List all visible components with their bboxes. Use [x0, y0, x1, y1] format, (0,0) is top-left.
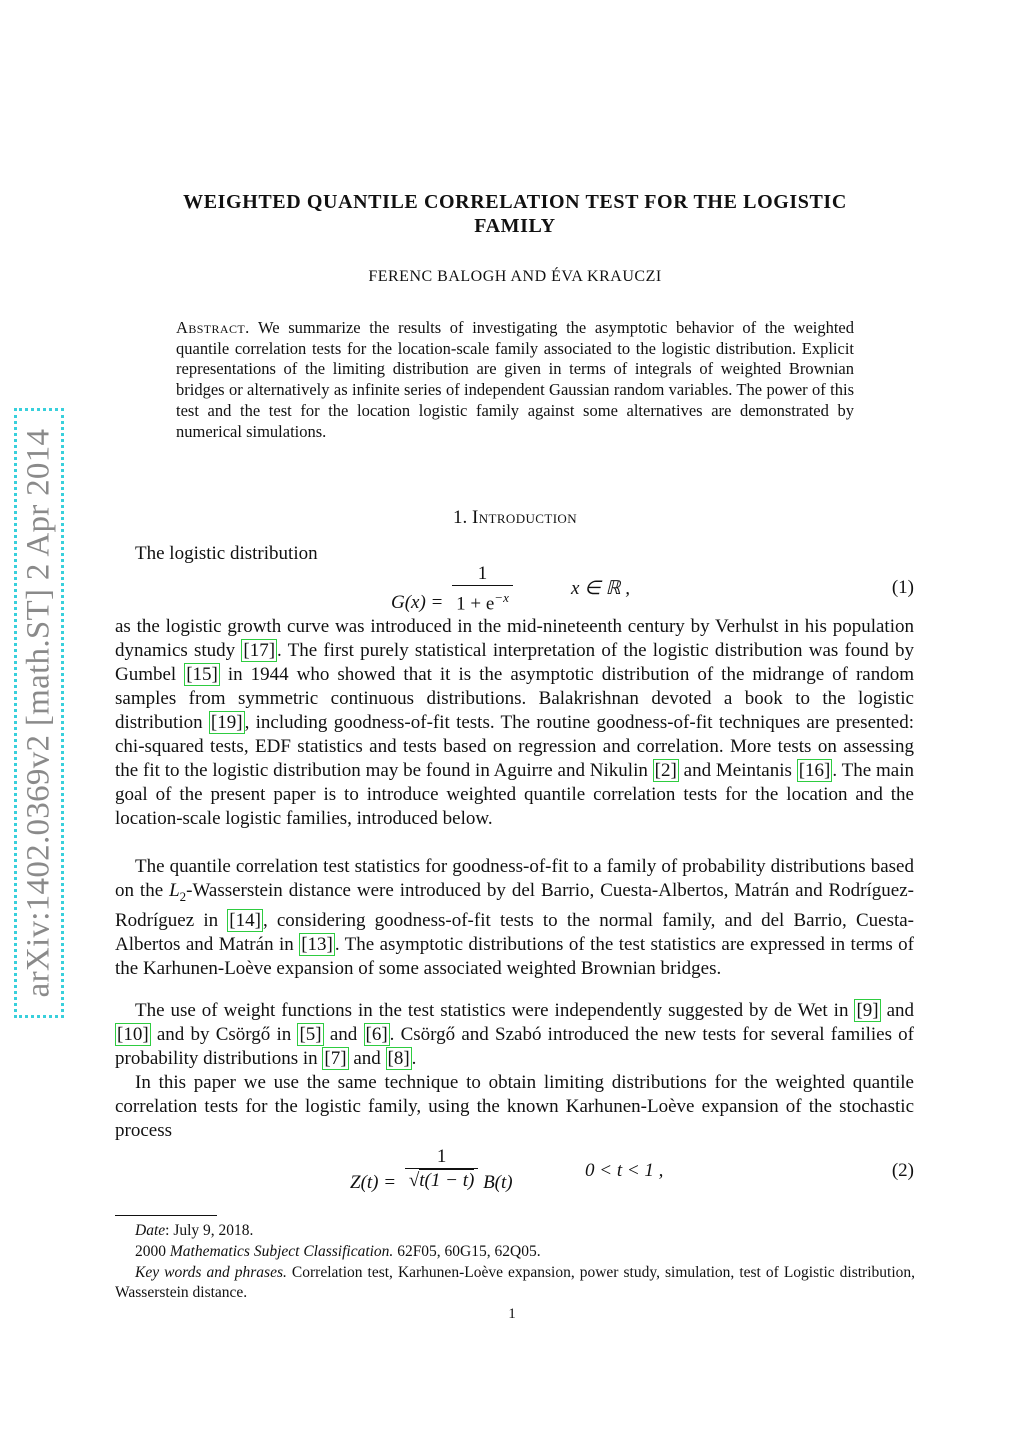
msc-value: 62F05, 60G15, 62Q05.: [393, 1243, 541, 1260]
abstract-label: Abstract.: [176, 318, 250, 337]
page-number: 1: [508, 1306, 516, 1322]
footnote-msc: [115, 1242, 915, 1262]
section-title: Introduction: [471, 507, 577, 528]
p1-text: . The main goal of the present paper is to introduce weighted quantile correlation tests for the location and the location-scale logistic families, introduced below.: [115, 760, 914, 829]
eq1-denominator: 1 + e: [456, 593, 495, 615]
sqrt-icon: √: [408, 1170, 420, 1191]
abstract: [176, 318, 854, 442]
paragraph-1: [115, 615, 914, 831]
citation-16[interactable]: [16]: [798, 760, 831, 781]
p3-text: The use of weight functions in the test statistics were independently suggested by de Wet in: [135, 1000, 855, 1021]
p3-text: and by Csörgő in: [150, 1024, 298, 1045]
footnote-rule: [115, 1215, 217, 1216]
citation-14[interactable]: [14]: [229, 909, 261, 931]
citation-8[interactable]: [8]: [387, 1048, 410, 1069]
p3-text: and: [880, 1000, 914, 1021]
citation-19[interactable]: [19]: [210, 712, 243, 733]
eq2-radicand: t(1 − t): [419, 1170, 475, 1191]
paragraph-4: In this paper we use the same technique to obtain limiting distributions for the weighted quantile correlation tests for the logistic family, using the known Karhunen-Loève expansion of the stochastic process: [115, 1072, 914, 1141]
msc-year: 2000: [135, 1243, 170, 1260]
p2-text: . The asymptotic distributions of the test statistics are expressed in terms of the Karhunen-Loève expansion of some associated weighted Brownian bridges.: [115, 933, 914, 979]
msc-label: Mathematics Subject Classification.: [169, 1243, 394, 1260]
paragraph-2: [115, 855, 914, 981]
eq1-exponent: −x: [494, 590, 509, 605]
title-line-1: WEIGHTED QUANTILE CORRELATION TEST FOR THE LOGISTIC: [183, 191, 847, 213]
keywords-label: Key words and phrases.: [135, 1264, 287, 1281]
equation-1: [115, 563, 914, 615]
eq2-fraction: [405, 1146, 478, 1193]
date-label: Date: [135, 1222, 166, 1239]
eq1-domain: x ∈ ℝ ,: [571, 578, 631, 599]
intro-lead: The logistic distribution: [135, 543, 318, 564]
p1-text: . The first purely statistical interpretation of the logistic distribution was found by Gumbel: [115, 640, 914, 685]
date-value: : July 9, 2018.: [165, 1222, 254, 1239]
citation-10[interactable]: [10]: [117, 1024, 149, 1045]
arxiv-identifier-stamp: [14, 408, 64, 1018]
p2-text: , considering goodness-of-fit tests to the normal family, and del Barrio, Cuesta-Albertos and Matrán in: [115, 909, 914, 955]
eq2-domain: 0 < t < 1 ,: [585, 1160, 664, 1181]
p3-text: and: [348, 1048, 386, 1069]
eq2-lhs: Z(t) =: [350, 1171, 397, 1193]
abstract-text: We summarize the results of investigating the asymptotic behavior of the weighted quantile correlation tests for the location-scale family associated to the logistic distribution. Explicit representations of the limiting distribution are given in terms of integrals of weighted Brownian bridges or alternatively as infinite series of independent Gaussian random variables. The power of this test and the test for the location logistic family against some alternatives are demonstrated by numerical simulations.: [176, 318, 855, 441]
p1-text: and Meintanis: [678, 760, 797, 781]
p1-text: , including goodness-of-fit tests. The routine goodness-of-fit techniques are presented: chi-squared tests, EDF statistics and tests based on regression and correlation. More tests on assessing the fit to the logistic distribution may be found in Aguirre and Nikulin: [115, 712, 914, 781]
paper-authors: FERENC BALOGH AND ÉVA KRAUCZI: [368, 268, 662, 285]
citation-15[interactable]: [15]: [186, 664, 218, 685]
l2-symbol: L: [169, 880, 180, 901]
citation-7[interactable]: [7]: [324, 1048, 347, 1069]
eq2-number: (2): [891, 1160, 914, 1181]
equation-2: [115, 1146, 914, 1206]
p2-text: -Wasserstein distance were introduced by del Barrio, Cuesta-Albertos, Matrán and Rodríguez-Rodríguez in: [115, 880, 914, 931]
eq1-number: (1): [891, 577, 914, 598]
l2-subscript: 2: [179, 888, 187, 904]
section-number: 1.: [452, 507, 468, 528]
citation-6[interactable]: [6]: [365, 1024, 388, 1045]
paragraph-3: [115, 999, 914, 1071]
p2-text: The quantile correlation test statistics for goodness-of-fit to a family of probability distributions based on the: [115, 856, 914, 901]
eq1-numerator: 1: [452, 563, 513, 586]
paper-title: [110, 190, 920, 238]
eq1-fraction: [452, 563, 513, 616]
p1-text: as the logistic growth curve was introduced in the mid-nineteenth century by Verhulst in his population dynamics study: [115, 616, 914, 661]
citation-2[interactable]: [2]: [654, 760, 677, 781]
eq2-rhs: B(t): [483, 1171, 513, 1193]
footnote-keywords: [115, 1263, 915, 1303]
eq2-numerator: 1: [405, 1146, 478, 1169]
title-line-2: FAMILY: [474, 215, 556, 237]
citation-13[interactable]: [13]: [301, 933, 333, 955]
citation-9[interactable]: [9]: [856, 1000, 879, 1021]
footnote-date: [115, 1221, 915, 1241]
keywords-value: Correlation test, Karhunen-Loève expansion, power study, simulation, test of Logistic distribution, Wasserstein distance.: [115, 1264, 916, 1301]
citation-5[interactable]: [5]: [299, 1024, 322, 1045]
p3-text: and: [323, 1024, 364, 1045]
p1-text: in 1944 who showed that it is the asymptotic distribution of the midrange of random samples from symmetric continuous distributions. Balakrishnan devoted a book to the logistic distribution: [115, 664, 914, 733]
eq1-lhs: G(x) =: [391, 592, 444, 614]
section-heading: [110, 507, 920, 529]
citation-17[interactable]: [17]: [243, 640, 276, 661]
arxiv-id: arXiv:1402.0369v2 [math.ST] 2 Apr 2014: [20, 428, 57, 998]
p3-text: .: [411, 1048, 417, 1069]
p3-text: . Csörgő and Szabó introduced the new tests for several families of probability distributions in: [115, 1024, 915, 1069]
